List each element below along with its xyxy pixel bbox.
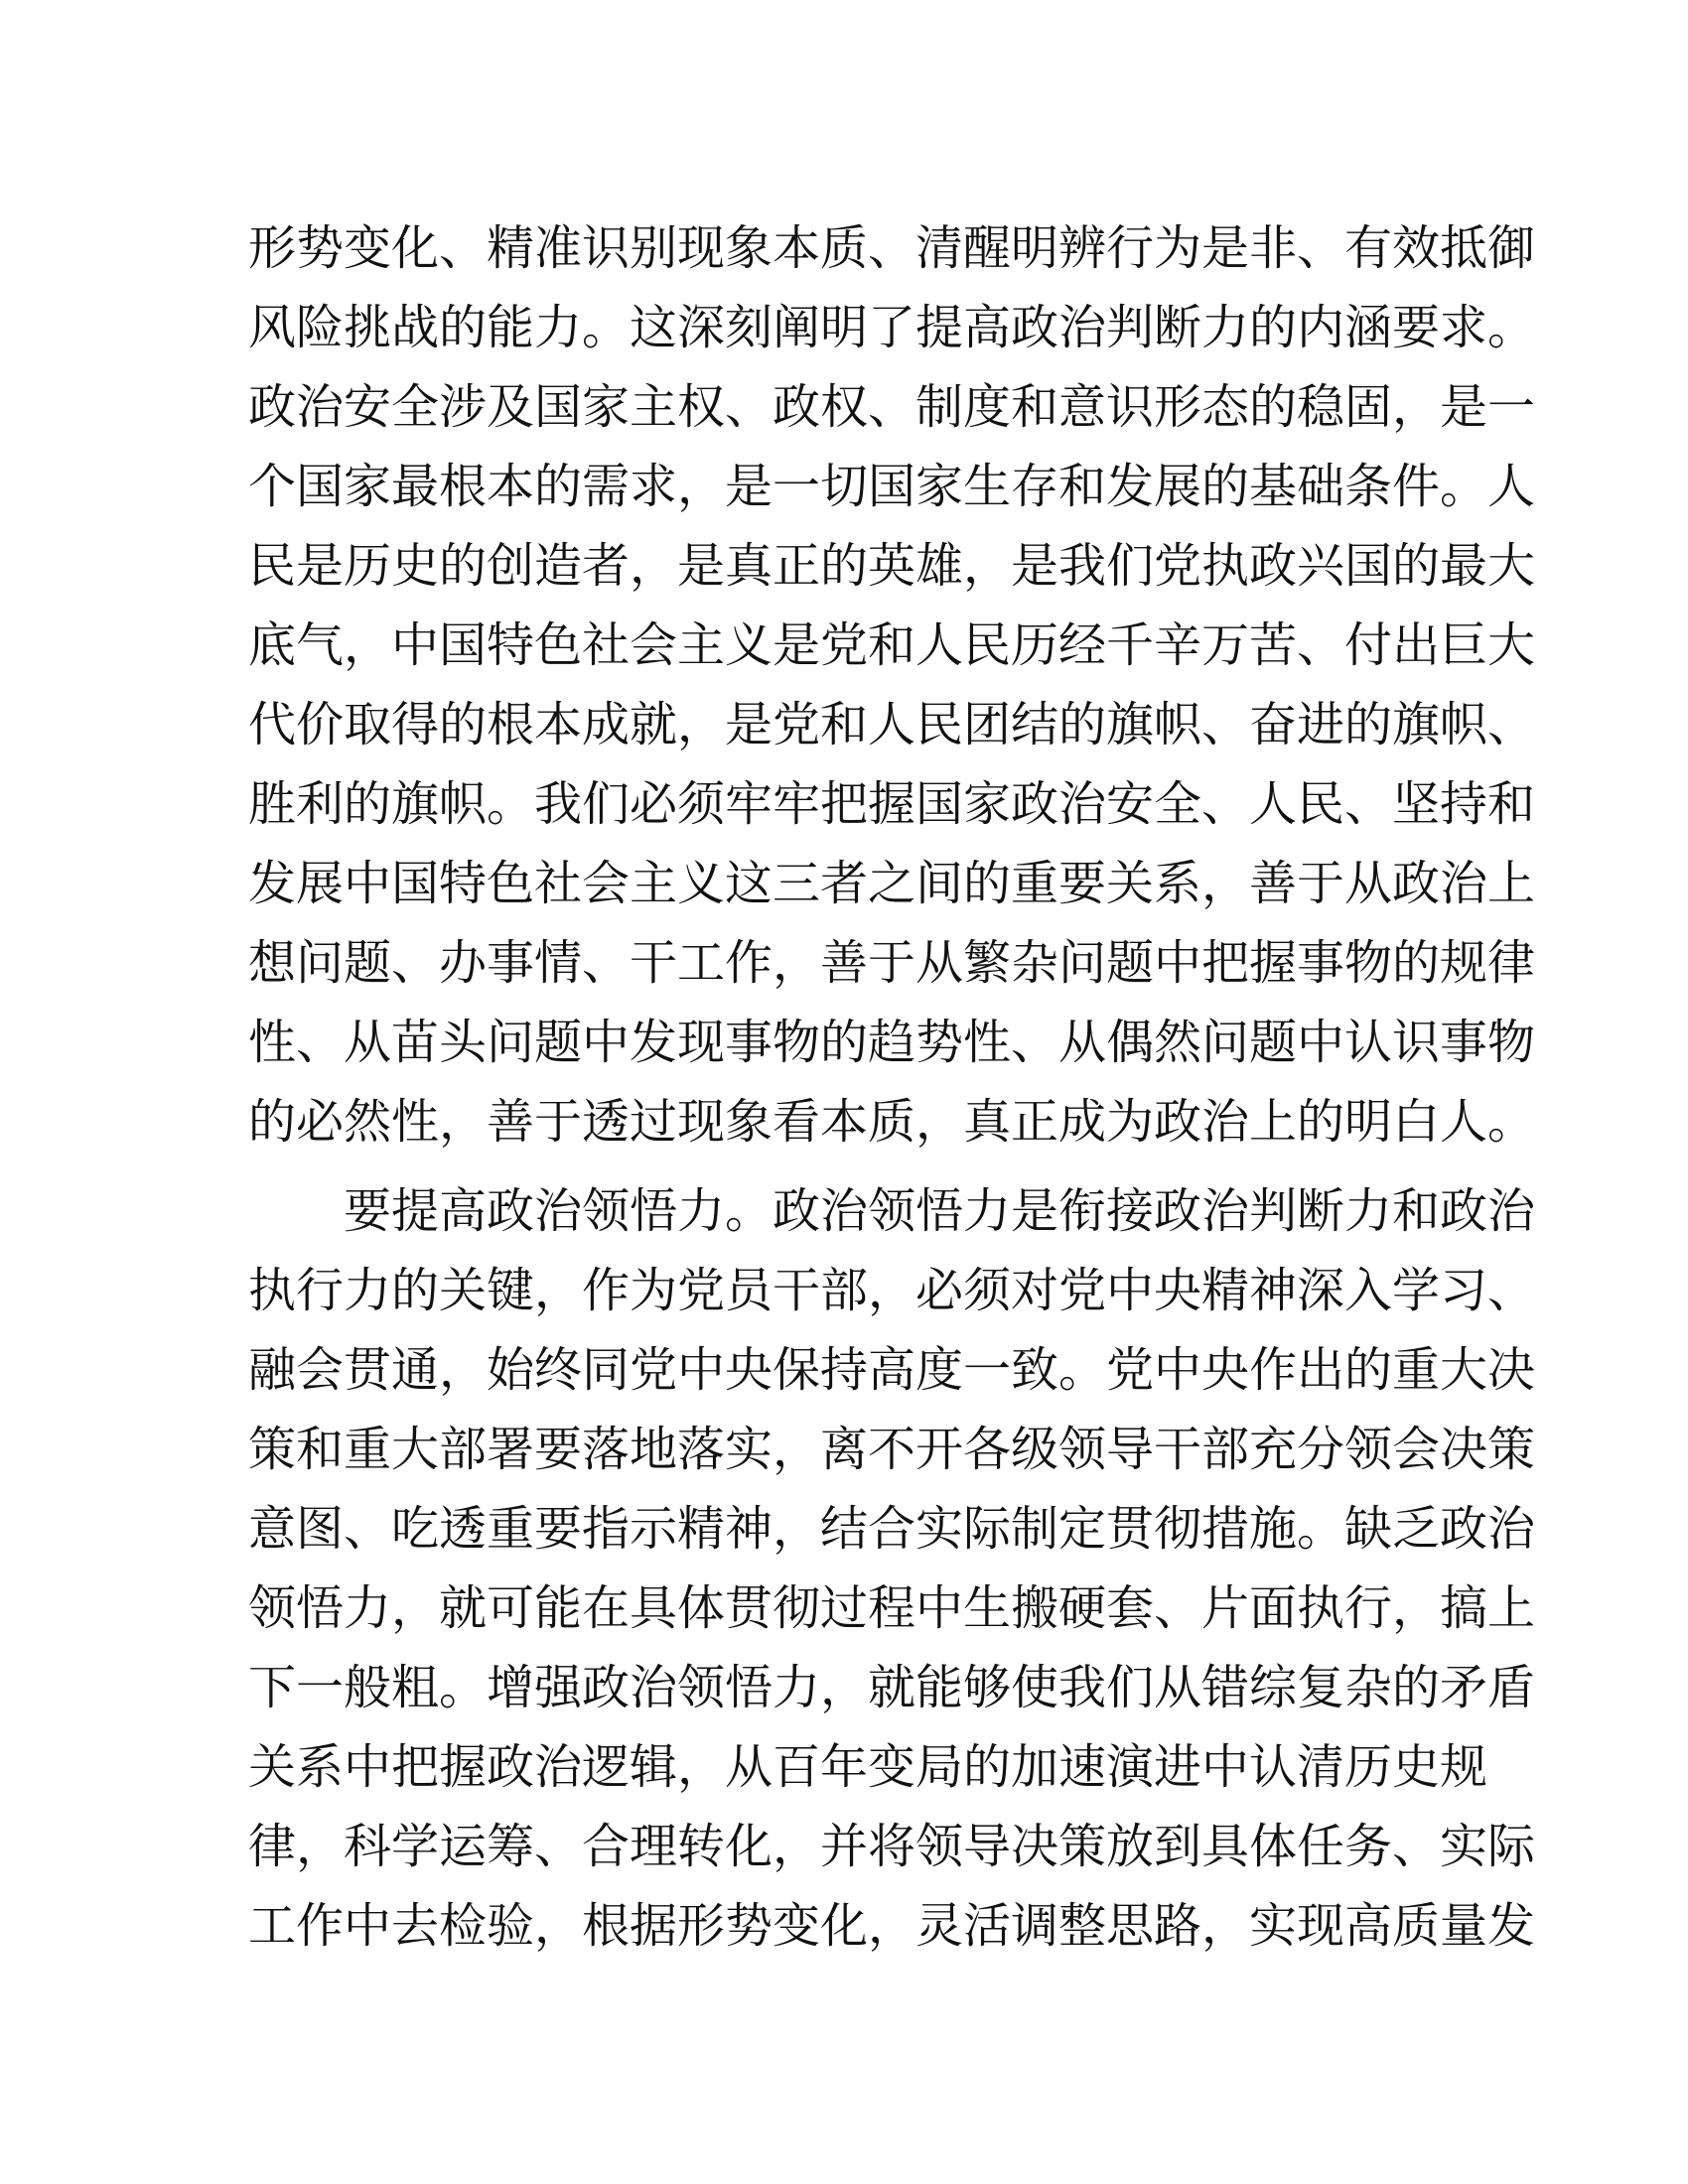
paragraph-1 xyxy=(248,208,1536,1161)
text-line: 代价取得的根本成就，是党和人民团结的旗帜、奋进的旗帜、 xyxy=(248,697,1536,752)
paragraph-spacer xyxy=(248,1161,1440,1171)
text-line: 关系中把握政治逻辑，从百年变局的加速演进中认清历史规 xyxy=(248,1739,1488,1795)
text-line: 执行力的关键，作为党员干部，必须对党中央精神深入学习、 xyxy=(248,1263,1536,1318)
text-line: 底气，中国特色社会主义是党和人民历经千辛万苦、付出巨大 xyxy=(248,617,1536,673)
text-line: 发展中国特色社会主义这三者之间的重要关系，善于从政治上 xyxy=(248,856,1536,911)
text-line: 工作中去检验，根据形势变化，灵活调整思路，实现高质量发 xyxy=(248,1898,1536,1954)
text-line: 下一般粗。增强政治领悟力，就能够使我们从错综复杂的矛盾 xyxy=(248,1660,1536,1715)
text-line: 领悟力，就可能在具体贯彻过程中生搬硬套、片面执行，搞上 xyxy=(248,1580,1536,1636)
text-line: 想问题、办事情、干工作，善于从繁杂问题中把握事物的规律 xyxy=(248,935,1536,991)
text-line: 个国家最根本的需求，是一切国家生存和发展的基础条件。人 xyxy=(248,459,1536,514)
text-line: 风险挑战的能力。这深刻阐明了提高政治判断力的内涵要求。 xyxy=(248,300,1536,355)
text-line: 意图、吃透重要指示精神，结合实际制定贯彻措施。缺乏政治 xyxy=(248,1501,1536,1557)
text-line: 形势变化、精准识别现象本质、清醒明辨行为是非、有效抵御 xyxy=(248,220,1536,276)
text-line: 胜利的旗帜。我们必须牢牢把握国家政治安全、人民、坚持和 xyxy=(248,776,1536,832)
text-line: 融会贯通，始终同党中央保持高度一致。党中央作出的重大决 xyxy=(248,1342,1536,1398)
text-line: 政治安全涉及国家主权、政权、制度和意识形态的稳固，是一 xyxy=(248,379,1536,435)
text-line-indented: 要提高政治领悟力。政治领悟力是衔接政治判断力和政治 xyxy=(344,1183,1536,1239)
text-line: 策和重大部署要落地落实，离不开各级领导干部充分领会决策 xyxy=(248,1422,1536,1477)
text-line: 的必然性，善于透过现象看本质，真正成为政治上的明白人。 xyxy=(248,1094,1536,1150)
text-line: 民是历史的创造者，是真正的英雄，是我们党执政兴国的最大 xyxy=(248,538,1536,594)
text-line: 性、从苗头问题中发现事物的趋势性、从偶然问题中认识事物 xyxy=(248,1015,1536,1070)
paragraph-2 xyxy=(248,1171,1536,1966)
body-text xyxy=(248,208,1536,1966)
text-line: 律，科学运筹、合理转化，并将领导决策放到具体任务、实际 xyxy=(248,1819,1536,1874)
